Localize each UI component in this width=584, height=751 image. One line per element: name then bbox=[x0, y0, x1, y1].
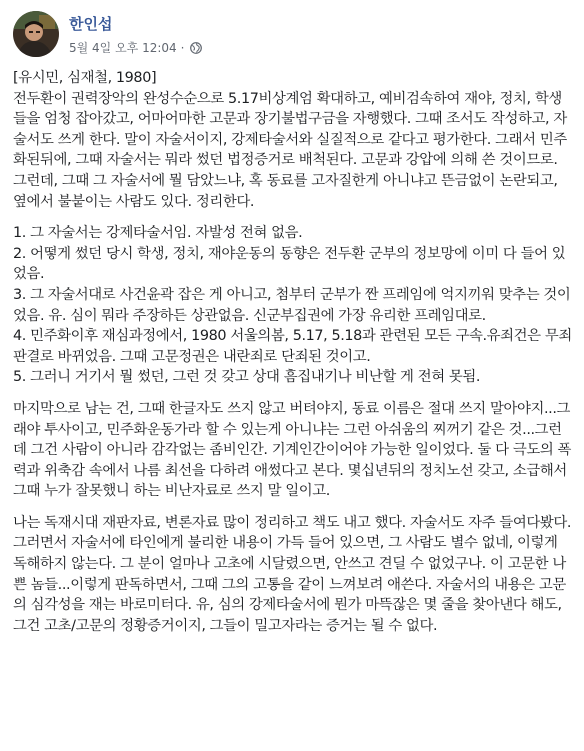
post-paragraph-intro: [유시민, 심재철, 1980] 전두환이 권력장악의 완성수순으로 5.17비상계엄 확대하고, 예비검속하여 재야, 정치, 학생들을 엄청 잡아갔고, 어마어마한 고문과 장기불법구금을 자행했다. 그때 조서도 작성하고, 자술서도 쓰게 한다. 말이 자술서이지, 강제타술서와 실질적으로 같다고 평가한다. 그래서 민주화된뒤에, 그때 자술서는 뭐라 썼던 법정증거로 배척된다. 고문과 강압에 의해 쓴 것이므로. 그런데, 그때 그 자술서에 뭘 담았느냐, 혹 동료를 고자질한게 아니냐고 뜬금없이 논란되고, 옆에서 불붙이는 사람도 있다. 정리한다. bbox=[13, 70, 567, 210]
post-paragraph-conclusion: 마지막으로 남는 건, 그때 한글자도 쓰지 않고 버텨야지, 동료 이름은 절대 쓰지 말아야지...그래야 투사이고, 민주화운동가라 할 수 있는게 아니냐는 그런 아쉬움의 찌꺼기 같은 것...그런데 그건 사람이 아니라 감각없는 좀비인간. 기계인간이어야 가능한 일이었다. 둘 다 극도의 폭력과 위축감 속에서 나름 최선을 다하려 애썼다고 본다. 몇십년뒤의 정치노선 갖고, 소급해서 그때 누가 잘못했니 하는 비난자료로 쓰지 말 일이고. bbox=[13, 400, 571, 500]
meta-separator: · bbox=[180, 40, 185, 55]
post-meta bbox=[69, 39, 202, 56]
author-name[interactable]: 한인섭 bbox=[69, 15, 113, 33]
avatar[interactable] bbox=[13, 11, 59, 57]
post-timestamp[interactable]: 5월 4일 오후 12:04 bbox=[69, 41, 177, 55]
globe-icon[interactable] bbox=[190, 42, 202, 54]
post-body bbox=[13, 68, 575, 647]
post-paragraph-closing: 나는 독재시대 재판자료, 변론자료 많이 정리하고 책도 내고 했다. 자술서도 자주 들여다봤다. 그러면서 자술서에 타인에게 불리한 내용이 가득 들어 있으면, 그 사람도 별수 없네, 이렇게 독해하지 않는다. 그 분이 얼마나 고초에 시달렸으면, 안쓰고 견딜 수 없었구나. 이 고문한 나쁜 놈들...이렇게 판독하면서, 그때 그의 고통을 같이 느껴보려 애쓴다. 자술서의 내용은 고문의 심각성을 재는 바로미터다. 유, 심의 강제타술서에 뭔가 마뜩잖은 몇 줄을 찾아낸다 해도, 그건 고초/고문의 정황증거이지, 그들이 밀고자라는 증거는 될 수 없다. bbox=[13, 514, 571, 634]
post-header bbox=[13, 11, 573, 59]
post-paragraph-list: 1. 그 자술서는 강제타술서임. 자발성 전혀 없음. 2. 어떻게 썼던 당시 학생, 정치, 재야운동의 동향은 전두환 군부의 정보망에 이미 다 들어 있었음. 3. 그 자술서대로 사건윤곽 잡은 게 아니고, 첨부터 군부가 짠 프레임에 억지끼워 맞추는 것이었음. 유. 심이 뭐라 주장하든 상관없음. 신군부집권에 가장 유리한 프레임대로. 4. 민주화이후 재심과정에서, 1980 서울의봄, 5.17, 5.18과 관련된 모든 구속.유죄건은 무죄판결로 바뀌었음. 그때 고문정권은 내란죄로 단죄된 것이고. 5. 그러니 거기서 뭘 썼던, 그런 것 갖고 상대 흠집내기나 비난할 게 전혀 못됨. bbox=[13, 225, 572, 386]
